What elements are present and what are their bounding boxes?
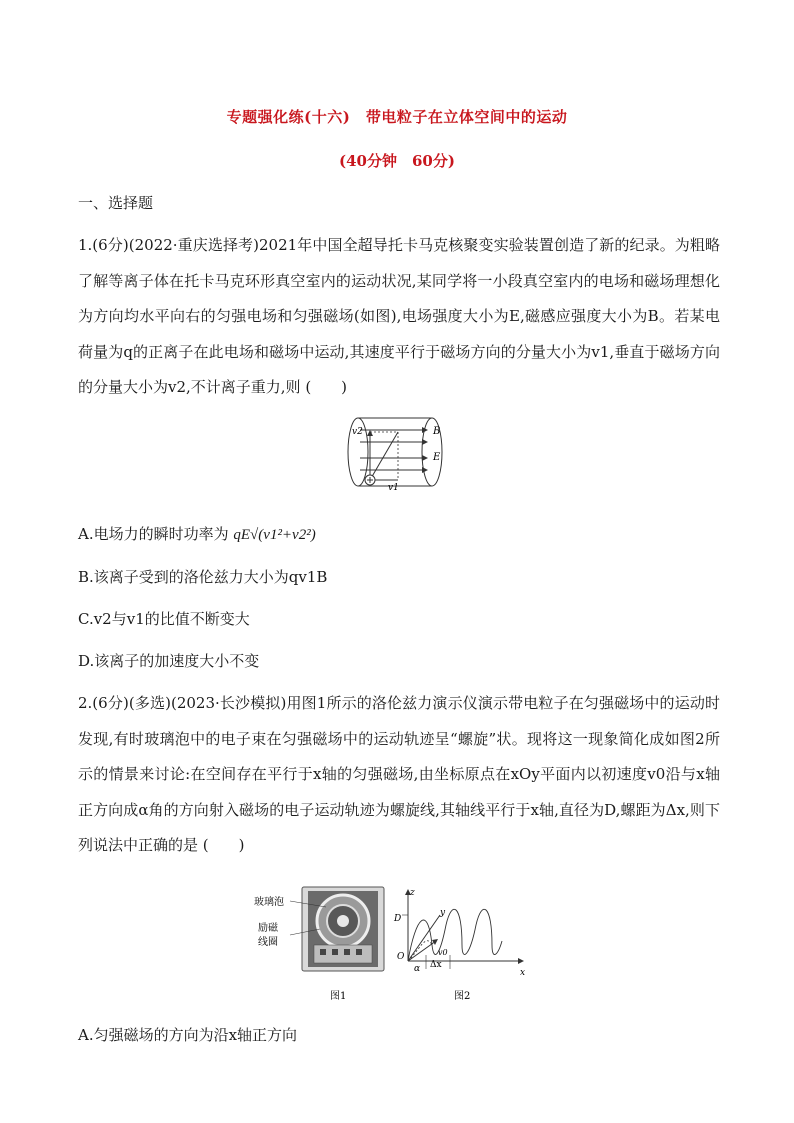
fig2-y-label: y (440, 908, 446, 918)
q1-option-b: B.该离子受到的洛伦兹力大小为qv1B (78, 568, 328, 586)
fig2-z-label: z (410, 888, 415, 898)
q1-option-a-prefix: A.电场力的瞬时功率为 (78, 525, 229, 543)
q1-option-a-formula: qE√(v1²+v2²) (233, 527, 316, 543)
q1-option-a (78, 523, 316, 544)
question-1-figure (340, 410, 450, 494)
q2-option-a: A.匀强磁场的方向为沿x轴正方向 (78, 1026, 298, 1044)
fig2-dx-label: Δx (430, 960, 442, 970)
question-2-figures (240, 885, 540, 1005)
question-2-text: 2.(6分)(多选)(2023·长沙模拟)用图1所示的洛伦兹力演示仪演示带电粒子在匀强磁场中的运动时发现,有时玻璃泡中的电子束在匀强磁场中的运动轨迹呈“螺旋”状。现将这一现象简化成如图2所示的情景来讨论:在空间存在平行于x轴的匀强磁场,由坐标原点在xOy平面内以初速度v0沿与x轴正方向成α角的方向射入磁场的电子运动轨迹为螺旋线,其轴线平行于x轴,直径为D,螺距为Δx,则下列说法中正确的是 ( ) (78, 694, 720, 854)
label-v1: v1 (388, 483, 399, 493)
fig1-bulb-label: 玻璃泡 (254, 897, 284, 908)
fig2-v0-label: v0 (438, 948, 448, 957)
label-E: E (433, 452, 441, 463)
fig2-alpha-label: α (414, 964, 421, 974)
fig2-origin-label: O (397, 952, 405, 962)
label-v2: v2 (352, 427, 363, 437)
page-subtitle: (40分钟 60分) (339, 152, 455, 170)
fig1-coil-label-1: 励磁 (258, 923, 278, 934)
fig2-x-label: x (520, 968, 526, 978)
section-heading: 一、选择题 (78, 194, 154, 212)
fig1-coil-label-2: 线圈 (258, 937, 278, 948)
page-title: 专题强化练(十六) 带电粒子在立体空间中的运动 (226, 108, 568, 126)
q1-option-c: C.v2与v1的比值不断变大 (78, 610, 250, 628)
fig2-caption: 图2 (454, 991, 471, 1002)
fig2-helix-diagram (393, 888, 525, 1002)
question-1-text: 1.(6分)(2022·重庆选择考)2021年中国全超导托卡马克核聚变实验装置创造了新的纪录。为粗略了解等离子体在托卡马克环形真空室内的运动状况,某同学将一小段真空室内的电场和磁场理想化为方向均水平向右的匀强电场和匀强磁场(如图),电场强度大小为E,磁感应强度大小为B。若某电荷量为q的正离子在此电场和磁场中运动,其速度平行于磁场方向的分量大小为v1,垂直于磁场方向的分量大小为v2,不计离子重力,则 ( ) (78, 236, 720, 396)
q1-option-d: D.该离子的加速度大小不变 (78, 652, 260, 670)
fig1-apparatus (254, 887, 384, 1002)
fig2-d-label: D (394, 914, 402, 924)
fig1-caption: 图1 (330, 991, 347, 1002)
label-B: B (433, 426, 441, 437)
